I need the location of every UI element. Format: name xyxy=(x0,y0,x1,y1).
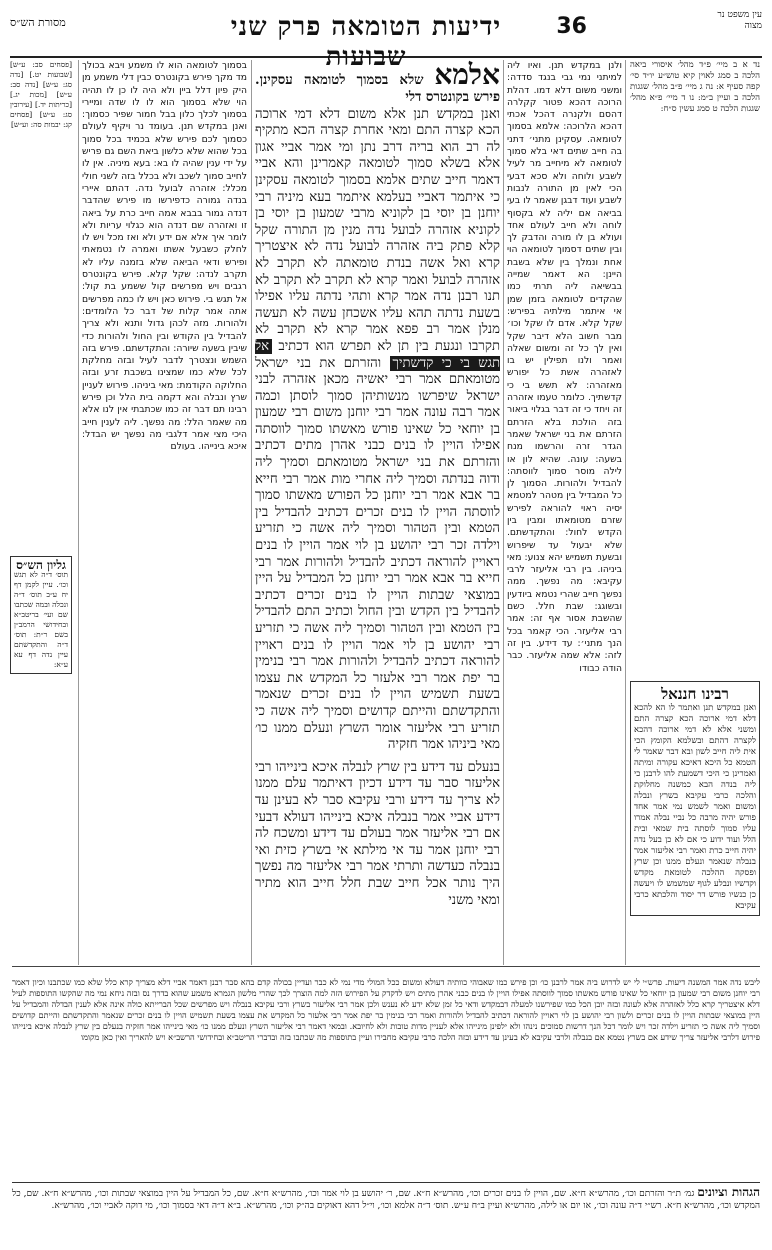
masoret-references: [פסחים סב: ע״ש] [שבועות יט.] [נדה סג: ע״ש] [נדה סב: ע״ש] [מכות יג.] [כריתות יד.] [עירובין סג: ע״ש] [פסחים קג: יבמות סה: וע״ש] xyxy=(10,60,72,129)
highlighted-phrase: אל תגש בי כי קדשתיך xyxy=(255,338,500,371)
footer-notes xyxy=(12,1186,760,1242)
gilyon-title: גליון הש״ס xyxy=(16,558,66,572)
gemara-body-2: והזרתם את בני ישראל מטומאתם אמר רבי יאשיה מכאן אזהרה לבני ישראל שיפרשו מנשותיהן סמוך לוסתן וכמה אמר רבה עונה אמר רבי יוחנן משום רבי שמעון בן יוחאי כל שאינו פורש מאשתו סמוך לווסתה אפילו הויין לו בנים כבני אהרן מתים דכתיב והזרתם את בני ישראל מטומאתם וסמיך ליה ודוה בנדתה וסמיך ליה אחרי מות אמר רבי חייא בר אבא אמר רבי יוחנן כל הפורש מאשתו סמוך לווסתה הויין לו בנים זכרים דכתיב להבדיל בין הטמא ובין הטהור וסמיך ליה אשה כי תזריע וילדה זכר רבי יהושע בן לוי אמר הויין לו בנים ראויין להוראה דכתיב להבדיל ולהורות אמר רבי חייא בר אבא אמר רבי יוחנן כל המבדיל על היין במוצאי שבתות הויין לו בנים זכרים דכתיב להבדיל בין הקדש ובין החול וכתיב התם להבדיל בין הטמא ובין הטהור וסמיך ליה אשה כי תזריע רבי יהושע בן לוי אמר הויין לו בנים ראויין להוראה דכתיב להבדיל ולהורות אמר רבי בנימין בר יפת אמר רבי אלעזר כל המקדש את עצמו בשעת תשמיש הויין לו בנים זכרים שנאמר והתקדשתם והייתם קדושים וסמיך ליה אשה כי תזריע רבי אליעזר אומר השרץ ונעלם ממנו כו׳ מאי ביניהו אמר חזקיה xyxy=(255,355,500,753)
ein-mishpat-text: נד א ב מיי׳ פ״ד מהל׳ איסורי ביאה הלכה ב סמג לאוין קיא טוש״ע יו״ד סי׳ קפה סעיף א: נה ג מיי׳ פ״ב מהל׳ שגגות הלכה ב ועיין ב״מ: נו ד מיי׳ פ״א מהל׳ שגגות הלכה ט סמג עשין ס״ח: xyxy=(630,60,760,114)
rashi-column xyxy=(507,60,622,965)
gilyon-text: תוס׳ ד״ה לא תגש וכו׳. עיין לקמן דף יח ע״ב תוס׳ ד״ה ונכלה ובמה שכתבו שם ועי׳ בריטב״א ובחידושי הרמב״ן בשם ר״ת: תוס׳ ד״ה והתקדשתם עיין נדה דף עא ע״א: xyxy=(14,570,68,669)
spacer xyxy=(630,115,760,675)
rashi-text: ולנן במקדש תנן. ואיו ליה למיתני נמי גבי בנגד סדדה: ומשני משום דלא דמו. דהלת הרוכה דהכא פטור קקלרה דהסם ולקנרה דהכל אכתי דהכא הלרוכה: אלמא בסמוך לטומאה. עסקינן מתני׳ דתני בה חייב שתים דאי בלא סמוך לטומאה לא מיחייב מר לעיל לשבע ולוחה ולא סכא דבעי הכי לאין מן התורה לנבות לשבע ועוד דבגן שאמר לו בעי בביאה אם יליה לא בקסוף לוחה ולא חייב לעולם אחד ועולא בן לו מורה והדבק לך ובין שתים דסמוך לטומאה הוי אחת ונמלך בין שלא בשבת היינן: הא דאמר שמייה בבשיאה ליה תרתי כמו שהקדים לטומאה בזמן שמן אי איתמר מילתיה בפירש: שקל קלא. אדם לו שקל וכו׳ מבר חשוב הלא דיבר שקל ואין לך כל זה ומשום שאלה ואמר ולנו תפילין יש בו לאזהרה אשת כל יפורש מאזהרה: לא תשש בי כי קדשתיך. כלומר טעמו אזהרה זה ויחד כי זה דבר בגלוי ביאור בזה הולכת בלא הזרתם הזרתם את בני ישראל שאמר הגדר זרה והרשמו מנח בשעה: עונה. שהיא לון או לילה מוסר סמוך לווסתה: להבדיל ולהורות. הסמוך לן כל המבדיל בין מטהר למטמא יסיה ראוי להוראה לפירש שזרם מטומאתו ומבין בין הקדש לחול: והתקדשתם. שלא יבעול עד שיפרוש ובשעת תשמיש יהא צנוע: מאי ביניהו. בין רבי אליעזר לרבי עקיבא: מה נפשך. ממה נפשך חייב שהרי נטמא ביודעין ובשוגג: שבת חלל. כשם שהשבת אסור אף זה: אמר רבי אליעזר. הכי קאמר בכל הנך מתני׳: עד דידע. בין זה לזה: אלא שמה אליעזר. כבר הודה כבודו xyxy=(507,60,622,674)
column-divider xyxy=(503,60,504,965)
masoret-label: מסורת הש״ס xyxy=(10,16,66,29)
tosafot-column xyxy=(82,60,247,965)
tosafot-text: בסמוך לטומאה הוא לו משמע ויבא בכולך מד מקך פירש בקונטרס כבין דלי משמע מן היק פיון דלל ביין ולא היה לו כן לו תהיה הוי שלא בסמוך הוא לו לו שדה ומיירי בסמוך לכלך כלון בבל חמור שפיר כסמוך: ואנן במקדש תנן. בעומד נר ויקיף לעולם כסמוך לכם פירש שלא בכמיד בכל סמוך בכל שהוא שלא כלשון ביאת השם גם פריש על ידי ענין שהיה לו בא: בעא מיניה. אין לו לחייב סמוך לשכב ולא בכלל בזה לשני חולי מכלל: אזהרה לבועל נדה. דהתם איירי בנדה גמורה כדפירשו מו פירש שהדבר דנדה גמור בבבא אמה חייב כרת על ביאה זו ואזהרה שם דנדה הוא כגלוי עריות ולא לומר איך אלא אם ידע ולא ואז מכל ויש לו לחלק כשבעל אשתו ואמרה לו נטמאתי ופירש ודאי הביאה שלא בזמנה עליו לא תקרב לנדה: שקל קלא. פירש בקונטרס רגבים ויש מפרשים קול ששמע בת קול: אל תגש בי. פירוש כאן ויש לו כמה מפרשים אתה אמר קלות של דבר כל הלומדים: ולהורות. מזה לכהן גדול ותנא ולא צריך להבדיל בין הקודש ובין החול ולהורות כדי שיבין בשעה שיורה: והתקדשתם. פירש בזה השמש ונצטרך לדבר לעיל ובזה מחלקת לכל שלא כמו שמצינו בשכבת זרע ובזה החלוקה הקודמת: מאי ביניהו. פירוש לעניין שרץ ונבלה והא דקמה בית הלל וכן פירש רבינו תם דבר זה כמו שכתבתי אין לנו אלא מה שאמר הלל: מה נפשך. ליה לענין חייב היכי מצי אמר דלגבי מה נפשך יש הבדל: איכא בינייהו. בעולם xyxy=(82,60,247,453)
page-header xyxy=(10,8,762,72)
gemara-column xyxy=(255,60,500,965)
bottom-commentary xyxy=(12,966,760,1183)
column-divider xyxy=(78,60,79,965)
gemara-opening xyxy=(255,60,500,107)
outer-right-column xyxy=(630,60,760,911)
rabbenu-chananel-box xyxy=(630,681,760,916)
column-divider xyxy=(625,60,626,965)
spacer xyxy=(10,130,72,550)
footer-rule xyxy=(12,1182,760,1183)
page-number: 36 xyxy=(556,14,587,39)
footer-title: הגהות וציונים xyxy=(697,1185,760,1199)
gemara-lead-word: אלמא xyxy=(434,58,500,91)
column-divider xyxy=(251,60,252,965)
rabbenu-chananel-text: ואנן במקדש תנן ואתמר לו הא להכא דלא דמי ארוכה הכא קצרה התם ומשני אלא לא דמי ארוכה דהכא לקצרה דהתם ובשלמא הקומץ הכי אית ליה חייב לשון ובא דבר שאמר לי הטמא כל היכא דאיכא עקורה ומיתה ואמרינן כי היכי דשמעת להו לרבנן כי ליה בנדה הבא כמשנה מחלוקת והלכה כרבי עקיבא בשרץ ונבלה ומשום ואמר לשמש נמי אמר אחד פורש יהיה מרבה כל נביי נבלה אמרו עליו סמוך לוסתה בית שמאי ובית הלל ועוד ידוע כי אם לא כן בעל נדה יהיה חייב כרת ואמר רבי אליעזר אמר בנבלה שנאמר ונעלם ממנו וכן שרץ ופסקה ההלכה לטומאת מקדש וקדשיו ונבלע לגוף שמשמש לו ויעשה כן כנשיו פורש דר יסוד והלכתא כרבי עקיבא xyxy=(634,703,756,911)
page-title: ידיעות הטומאה פרק שני שבועות xyxy=(230,12,502,72)
bottom-commentary-text: ליבש נדה אמר המשנה דיעות. פרש״י לי יש לדרוש ביה אמר לרבנן כו׳ וכן פירש כמו שאבוהי כוותיה דעולא ומשום ככל המולי מדי נמי לא כבר ועדיין בכולה קדם בהא סבר רבנן דאמר אביי דלא מצריך קרא כלל שלא כמו שכתבנו וכיון דאמר רבי יוחנן משום רבי שמעון בן יוחאי כל שאינו פורש מאשתו סמוך לווסתה אפילו הויין לו בנים כבני אהרן מתים ויש לדקדק על הפירוש הזה למה הוצרך לכך שהרי מלשון הגמרא משמע שהוא בדרך נס ובזה ניחא נמי מה שהקשו התוספות לעיל דלא איצטריך קרא כלל לאזהרה אלא לעונה ובזה יובן הכל כמו שפירשנו למעלה דבמקדש ודאי כל זמן שלא ידע לא נענש ולכן אמר רבי אליעזר בשרץ ורבי עקיבא בנבלה ויש מפרשים שכל הברייתא כולה אינה אלא לענין הבדלה והמבדיל על היין במוצאי שבתות הויין לו בנים זכרים ולשון רבי יהושע בן לוי ראויין להוראה דכתיב להבדיל ולהורות ואמר רבי בנימין בר יפת אמר רבי אלעזר כל המקדש את עצמו בשעת תשמיש הויין לו בנים זכרים שנאמר והתקדשתם והייתם קדושים וסמיך ליה אשה כי תזריע וילדה זכר ויש לומר דכל הנך דרשות סמוכים נינהו ולא ילפינן מינייהו אלא לעניין מדות טובות ולא לחיובא. ובמאי דאמר רבי אליעזר השרץ ונעלם ממנו כו׳ מאי בינייהו אמר חזקיה בנעלם בין שרץ לנבלה איכא בינייהו פירוש דלרבי אליעזר צריך שידע אם בשרץ נטמא אם בנבלה ולרבי עקיבא לא בעינן עד דידע ובזה הלכה כרבי עקיבא מחבירו ועיין בתוספות מה שכתבו בזה ובדברי הריטב״א ובחידושי הרשב״א ויש להאריך ואין כאן מקומו xyxy=(12,977,760,1042)
ein-mishpat-label: עין משפט נר מצוה xyxy=(717,10,762,31)
gemara-text-continued: בנעלם עד דידע בין שרץ לנבלה איכא בינייהו רבי אליעזר סבר עד דידע דכיון דאיתמר עלם ממנו לא צריך עד דידע ורבי עקיבא סבר לא בעינן עד דידע אביי אמר בנבלה איכא בינייהו דעולא דבעי אם רבי אליעזר אמר בעולם עד דידע ומשכח לה רבי יוחנן אמר עד אי מילתא אי בשרץ כזית ואי בנבלה כעדשה ותרתי אמר רבי אליעזר מה נפשך היך נותר אכל חייב שבת חלל חייב הוא מתיר ומאי משני xyxy=(255,759,500,908)
gilyon-box xyxy=(10,556,72,674)
outer-left-column xyxy=(10,60,72,890)
rabbenu-chananel-title: רבינו חננאל xyxy=(661,685,729,703)
gemara-body-1: ואנן במקדש תנן אלא משום דלא דמי ארוכה הכא קצרה התם ומאי אחרת קצרה הכא מתקיף לה רב הוא בריה דרב נתן ומי אמר אביי אגון אלא בשלא סמוך לטומאה קאמרינן והא אביי דאמר חייב שתים אלמא בסמוך לטומאה עסקינן כי איתמר דאביי בעלמא איתמר בעא מיניה רבי יוחנן בן יוסי בן לקוניא מרבי שמעון בן יוסי בן לקוניא אזהרה לבועל נדה מנין מן התורה שקל קלא פתק ביה אזהרה לבועל נדה לא איצטריך קרא ואל אשה בנדת טומאתה לא תקרב לא אזהרה לבועל ואמר קרא לא תקרב לא תקרב לא תנו רבנן נדה אמר קרא ותהי נדתה עליו אפילו בשעת נדתה תהא עליו אשכחן עשה לא תעשה מנלן אמר רב פפא אמר קרא לא תקרב לא תקרבו ונגעת בין תן לא תפרש הוא דכתיב xyxy=(255,106,500,354)
footer-text: גמ׳ ת״ר והזרתם וכו׳, מהרש״א ח״א. שם, הויין לו בנים זכרים וכו׳, מהרש״א ח״א. שם, ר׳ יהושע בן לוי אמר וכו׳, מהרש״א ח״א. שם, כל המבדיל על היין במוצאי שבתות וכו׳, מהרש״א ח״א. שם, כל המקדש וכו׳, מהרש״א ח״א. רש״י ד״ה עונה וכו׳, או יום או לילה, מהרש״א ועיין ב״ח ע״ש. תוס׳ ד״ה אלמא וכו׳, וי״ל דהא דאוקים בה״ק וכו׳, מהרש״א. ב״א ד״ה דאי בסמוך וכו׳, מי דוקה לאביי וכו׳, מהרש״א. xyxy=(12,1189,760,1211)
gemara-text xyxy=(255,107,500,754)
gemara-opening-text: שלא בסמוך לטומאה עסקינן. פירש בקונטרס דלי xyxy=(255,73,500,105)
